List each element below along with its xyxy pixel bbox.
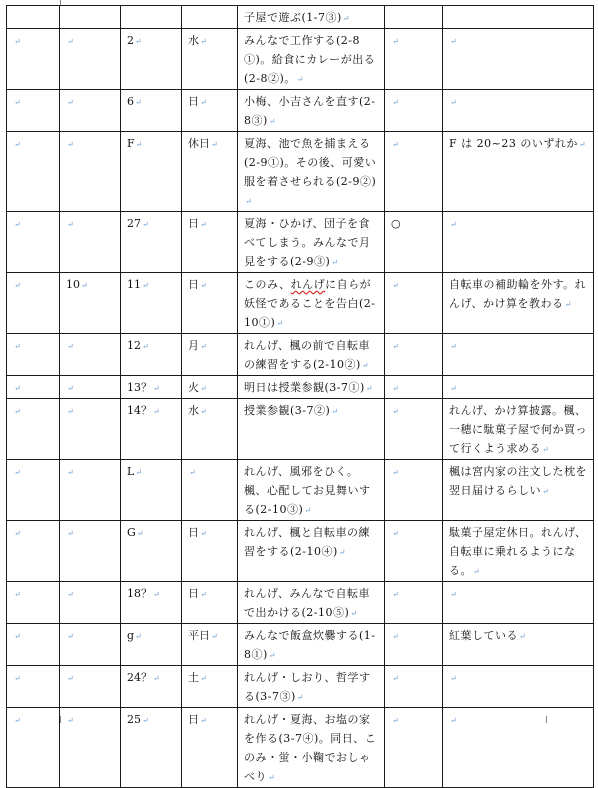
cell-mark [385, 29, 443, 90]
cell-event-text: 授業参観(3-7②) [244, 404, 331, 417]
cell-mark [385, 460, 443, 521]
paragraph-mark-icon: ↵ [14, 220, 21, 229]
paragraph-mark-icon: ↵ [14, 529, 21, 538]
table-row [7, 212, 594, 273]
cell-weekday [182, 273, 238, 334]
paragraph-mark-icon: ↵ [67, 468, 74, 477]
paragraph-mark-icon: ↵ [14, 590, 21, 599]
cell-no [7, 212, 60, 273]
paragraph-mark-icon: ↵ [67, 716, 74, 725]
cell-event-text: みんなで飯盒炊爨する(1-8①) [244, 629, 376, 661]
timeline-table [6, 5, 594, 788]
paragraph-mark-icon: ↵ [153, 384, 160, 393]
paragraph-mark-icon: ↵ [296, 75, 304, 84]
cell-event [238, 212, 385, 273]
cell-month [60, 273, 121, 334]
cell-no [7, 334, 60, 376]
cell-day-text: L [127, 465, 135, 478]
paragraph-mark-icon: ↵ [276, 319, 284, 328]
paragraph-mark-icon: ↵ [67, 529, 74, 538]
crop-mark-bottom-left [60, 716, 61, 723]
cell-day-text: 25 [127, 713, 141, 726]
cell-day-text: g [127, 629, 135, 642]
cell-weekday [182, 582, 238, 624]
table-row [7, 376, 594, 399]
paragraph-mark-icon: ↵ [67, 590, 74, 599]
table-row [7, 132, 594, 212]
timeline-table-body [7, 6, 594, 788]
cell-month [60, 582, 121, 624]
cell-note [443, 6, 594, 29]
cell-no [7, 376, 60, 399]
cell-mark [385, 399, 443, 460]
cell-weekday [182, 132, 238, 212]
cell-event-text: 夏海・ひかげ、団子を食べてしまう。みんなで月見をする(2-9③) [244, 217, 371, 268]
cell-note-text: F は 20~23 のいずれか [449, 137, 578, 150]
paragraph-mark-icon: ↵ [142, 220, 149, 229]
table-row [7, 666, 594, 708]
paragraph-mark-icon: ↵ [542, 445, 550, 454]
cell-mark [385, 521, 443, 582]
cell-month [60, 521, 121, 582]
cell-event [238, 399, 385, 460]
paragraph-mark-icon: ↵ [14, 407, 21, 416]
paragraph-mark-icon: ↵ [542, 487, 550, 496]
table-row [7, 29, 594, 90]
paragraph-mark-icon: ↵ [304, 506, 312, 515]
cell-event [238, 29, 385, 90]
table-row [7, 273, 594, 334]
cell-month [60, 666, 121, 708]
cell-no [7, 132, 60, 212]
table-row [7, 582, 594, 624]
paragraph-mark-icon: ↵ [578, 140, 587, 149]
paragraph-mark-icon: ↵ [450, 98, 458, 107]
cell-mark [385, 90, 443, 132]
paragraph-mark-icon: ↵ [200, 590, 207, 599]
cell-event [238, 624, 385, 666]
cell-mark [385, 334, 443, 376]
cell-event-text: れんげ・しおり、哲学する(3-7③) [244, 671, 371, 703]
cell-month [60, 6, 121, 29]
cell-weekday-text: 水 [188, 404, 199, 417]
cell-event-text: 小梅、小吉さんを直す(2-8③) [244, 95, 376, 127]
cell-mark [385, 6, 443, 29]
paragraph-mark-icon: ↵ [14, 674, 21, 683]
cell-month-text: 10 [66, 278, 80, 291]
paragraph-mark-icon: ↵ [67, 342, 74, 351]
paragraph-mark-icon: ↵ [14, 281, 21, 290]
cell-note [443, 90, 594, 132]
cell-event-text: れんげ、風邪をひく。楓、心配してお見舞いする(2-10③) [244, 465, 371, 516]
paragraph-mark-icon: ↵ [268, 773, 276, 782]
cell-weekday-text: 月 [188, 339, 199, 352]
cell-weekday-text: 日 [188, 95, 199, 108]
paragraph-mark-icon: ↵ [450, 220, 458, 229]
cell-day [121, 460, 182, 521]
paragraph-mark-icon: ↵ [392, 529, 399, 538]
cell-day [121, 334, 182, 376]
cell-day-text: 12 [127, 339, 141, 352]
paragraph-mark-icon: ↵ [564, 300, 572, 309]
paragraph-mark-icon: ↵ [342, 14, 350, 23]
cell-note [443, 376, 594, 399]
cell-weekday [182, 90, 238, 132]
paragraph-mark-icon: ↵ [200, 674, 207, 683]
paragraph-mark-icon: ↵ [450, 384, 458, 393]
paragraph-mark-icon: ↵ [14, 632, 21, 641]
cell-event [238, 376, 385, 399]
paragraph-mark-icon: ↵ [14, 140, 21, 149]
paragraph-mark-icon: ↵ [67, 632, 74, 641]
paragraph-mark-icon: ↵ [392, 674, 399, 683]
cell-mark-text: ○ [391, 217, 401, 230]
cell-weekday-text: 休日 [188, 137, 210, 150]
cell-note-text: 自転車の補助輪を外す。れんげ、かけ算を教わる [449, 278, 587, 310]
cell-no [7, 582, 60, 624]
cell-event-text: 夏海、池で魚を捕まえる(2-9①)。その後、可愛い服を着させられる(2-9②) [244, 137, 377, 188]
paragraph-mark-icon: ↵ [142, 342, 149, 351]
cell-month [60, 334, 121, 376]
cell-day [121, 624, 182, 666]
paragraph-mark-icon: ↵ [67, 384, 74, 393]
paragraph-mark-icon: ↵ [365, 384, 373, 393]
cell-weekday-text: 日 [188, 526, 199, 539]
cell-day [121, 708, 182, 788]
cell-event-text: このみ、れんげに自らが妖怪であることを告白(2-10①) [244, 278, 376, 329]
cell-no [7, 624, 60, 666]
cell-note [443, 666, 594, 708]
paragraph-mark-icon: ↵ [473, 567, 481, 576]
paragraph-mark-icon: ↵ [211, 140, 218, 149]
table-row [7, 521, 594, 582]
cell-weekday [182, 399, 238, 460]
paragraph-mark-icon: ↵ [450, 590, 458, 599]
cell-mark [385, 212, 443, 273]
cell-day [121, 6, 182, 29]
cell-weekday-text: 日 [188, 713, 199, 726]
spellcheck-underline: れんげ [290, 278, 326, 291]
cell-day [121, 212, 182, 273]
paragraph-mark-icon: ↵ [135, 140, 143, 149]
cell-day-text: 27 [127, 217, 141, 230]
cell-day-text: F [127, 137, 135, 150]
paragraph-mark-icon: ↵ [135, 98, 142, 107]
cell-no [7, 90, 60, 132]
cell-note-text: 楓は宮内家の注文した枕を翌日届けるらしい [449, 465, 587, 497]
cell-day [121, 399, 182, 460]
cell-month [60, 399, 121, 460]
cell-event-text: れんげ、みんなで自転車で出かける(2-10⑤) [244, 587, 371, 619]
paragraph-mark-icon: ↵ [392, 632, 399, 641]
cell-weekday-text: 平日 [188, 629, 210, 642]
paragraph-mark-icon: ↵ [392, 140, 399, 149]
paragraph-mark-icon: ↵ [14, 342, 21, 351]
paragraph-mark-icon: ↵ [392, 98, 399, 107]
cell-note [443, 212, 594, 273]
table-row [7, 708, 594, 788]
table-row [7, 624, 594, 666]
cell-note-text: 紅葉している [449, 629, 518, 642]
paragraph-mark-icon: ↵ [81, 281, 88, 290]
cell-event [238, 334, 385, 376]
paragraph-mark-icon: ↵ [245, 197, 253, 206]
paragraph-mark-icon: ↵ [67, 140, 74, 149]
paragraph-mark-icon: ↵ [200, 98, 207, 107]
paragraph-mark-icon: ↵ [519, 632, 527, 641]
paragraph-mark-icon: ↵ [392, 407, 399, 416]
cell-month [60, 460, 121, 521]
crop-mark-bottom-right [546, 716, 547, 723]
cell-day [121, 90, 182, 132]
paragraph-mark-icon: ↵ [67, 37, 74, 46]
paragraph-mark-icon: ↵ [268, 651, 276, 660]
table-row [7, 460, 594, 521]
paragraph-mark-icon: ↵ [268, 117, 276, 126]
cell-note [443, 132, 594, 212]
paragraph-mark-icon: ↵ [14, 37, 21, 46]
cell-mark [385, 376, 443, 399]
paragraph-mark-icon: ↵ [331, 258, 339, 267]
cell-event [238, 666, 385, 708]
cell-note [443, 399, 594, 460]
cell-weekday [182, 212, 238, 273]
paragraph-mark-icon: ↵ [14, 384, 21, 393]
cell-event [238, 708, 385, 788]
table-row [7, 399, 594, 460]
paragraph-mark-icon: ↵ [338, 548, 346, 557]
cell-weekday-text: 日 [188, 278, 199, 291]
cell-event [238, 521, 385, 582]
cell-mark [385, 132, 443, 212]
cell-event [238, 132, 385, 212]
cell-weekday-text: 水 [188, 34, 199, 47]
cell-day-text: 18？ [127, 587, 152, 600]
cell-note [443, 708, 594, 788]
paragraph-mark-icon: ↵ [67, 674, 74, 683]
cell-month [60, 212, 121, 273]
cell-no [7, 273, 60, 334]
paragraph-mark-icon: ↵ [153, 674, 160, 683]
cell-weekday [182, 334, 238, 376]
paragraph-mark-icon: ↵ [392, 37, 399, 46]
cell-note [443, 334, 594, 376]
paragraph-mark-icon: ↵ [392, 384, 399, 393]
cell-day [121, 666, 182, 708]
cell-day [121, 132, 182, 212]
cell-day [121, 273, 182, 334]
cell-mark [385, 273, 443, 334]
cell-day-text: 11 [127, 278, 141, 291]
cell-weekday-text: 日 [188, 217, 199, 230]
cell-weekday [182, 460, 238, 521]
paragraph-mark-icon: ↵ [135, 468, 143, 477]
paragraph-mark-icon: ↵ [14, 98, 21, 107]
cell-month [60, 376, 121, 399]
cell-weekday [182, 708, 238, 788]
cell-no [7, 29, 60, 90]
paragraph-mark-icon: ↵ [67, 98, 74, 107]
cell-no [7, 521, 60, 582]
cell-day-text: 14？ [127, 404, 152, 417]
cell-note [443, 273, 594, 334]
paragraph-mark-icon: ↵ [153, 590, 160, 599]
cell-event-text: れんげ・夏海、お塩の家を作る(3-7④)。同日、このみ・蛍・小鞠でおしゃべり [244, 713, 377, 783]
paragraph-mark-icon: ↵ [200, 407, 207, 416]
cell-event [238, 582, 385, 624]
cell-weekday [182, 376, 238, 399]
cell-event [238, 273, 385, 334]
cell-mark [385, 624, 443, 666]
paragraph-mark-icon: ↵ [361, 361, 369, 370]
paragraph-mark-icon: ↵ [14, 468, 21, 477]
paragraph-mark-icon: ↵ [142, 281, 149, 290]
paragraph-mark-icon: ↵ [67, 220, 74, 229]
cell-mark [385, 708, 443, 788]
paragraph-mark-icon: ↵ [200, 37, 207, 46]
cell-note [443, 582, 594, 624]
cell-no [7, 708, 60, 788]
paragraph-mark-icon: ↵ [136, 529, 144, 538]
table-row [7, 6, 594, 29]
paragraph-mark-icon: ↵ [200, 384, 207, 393]
paragraph-mark-icon: ↵ [14, 716, 21, 725]
cell-note [443, 521, 594, 582]
cell-month [60, 90, 121, 132]
cell-day-text: 6 [127, 95, 134, 108]
cell-event [238, 90, 385, 132]
paragraph-mark-icon: ↵ [450, 342, 458, 351]
cell-weekday [182, 666, 238, 708]
paragraph-mark-icon: ↵ [200, 529, 207, 538]
cell-event-text: れんげ、楓の前で自転車の練習をする(2-10②) [244, 339, 371, 371]
paragraph-mark-icon: ↵ [392, 342, 399, 351]
cell-day-text: 2 [127, 34, 134, 47]
paragraph-mark-icon: ↵ [450, 674, 458, 683]
cell-note [443, 624, 594, 666]
cell-day [121, 29, 182, 90]
paragraph-mark-icon: ↵ [350, 609, 358, 618]
cell-mark [385, 666, 443, 708]
cell-day [121, 582, 182, 624]
cell-weekday [182, 29, 238, 90]
paragraph-mark-icon: ↵ [200, 281, 207, 290]
paragraph-mark-icon: ↵ [135, 632, 142, 641]
cell-weekday [182, 521, 238, 582]
cell-note [443, 29, 594, 90]
paragraph-mark-icon: ↵ [392, 468, 399, 477]
paragraph-mark-icon: ↵ [200, 342, 207, 351]
paragraph-mark-icon: ↵ [67, 407, 74, 416]
cell-month [60, 708, 121, 788]
table-row [7, 334, 594, 376]
cell-month [60, 29, 121, 90]
cell-no [7, 399, 60, 460]
paragraph-mark-icon: ↵ [200, 716, 207, 725]
paragraph-mark-icon: ↵ [135, 37, 142, 46]
cell-weekday [182, 6, 238, 29]
paragraph-mark-icon: ↵ [450, 716, 458, 725]
cell-weekday-text: 火 [188, 381, 199, 394]
cell-note [443, 460, 594, 521]
cell-event-text: 明日は授業参観(3-7①) [244, 381, 365, 394]
cell-day-text: 24？ [127, 671, 152, 684]
paragraph-mark-icon: ↵ [153, 407, 160, 416]
cell-mark [385, 582, 443, 624]
cell-no [7, 460, 60, 521]
cell-event [238, 6, 385, 29]
cell-note-text: れんげ、かけ算披露。楓、一穂に駄菓子屋で何か買って行くよう求める [449, 404, 587, 455]
table-row [7, 90, 594, 132]
cell-weekday-text: 土 [188, 671, 199, 684]
cell-no [7, 666, 60, 708]
cell-day [121, 376, 182, 399]
cell-event [238, 460, 385, 521]
cell-day-text: G [127, 526, 136, 539]
paragraph-mark-icon: ↵ [296, 693, 304, 702]
cell-month [60, 624, 121, 666]
paragraph-mark-icon: ↵ [392, 590, 399, 599]
paragraph-mark-icon: ↵ [142, 716, 149, 725]
cell-event-text: みんなで工作する(2-8①)。給食にカレーが出る(2-8②)。 [244, 34, 376, 85]
paragraph-mark-icon: ↵ [392, 716, 399, 725]
cell-event-text: 子屋で遊ぶ(1-7③) [244, 11, 342, 24]
cell-month [60, 132, 121, 212]
cell-event-text: れんげ、楓と自転車の練習をする(2-10④) [244, 526, 371, 558]
cell-note-text: 駄菓子屋定休日。れんげ、自転車に乗れるようになる。 [449, 526, 587, 577]
cell-day [121, 521, 182, 582]
paragraph-mark-icon: ↵ [392, 281, 399, 290]
cell-day-text: 13？ [127, 381, 152, 394]
paragraph-mark-icon: ↵ [331, 407, 339, 416]
cell-weekday [182, 624, 238, 666]
paragraph-mark-icon: ↵ [450, 37, 458, 46]
cell-no [7, 6, 60, 29]
paragraph-mark-icon: ↵ [189, 468, 196, 477]
paragraph-mark-icon: ↵ [211, 632, 218, 641]
cell-weekday-text: 日 [188, 587, 199, 600]
paragraph-mark-icon: ↵ [200, 220, 207, 229]
